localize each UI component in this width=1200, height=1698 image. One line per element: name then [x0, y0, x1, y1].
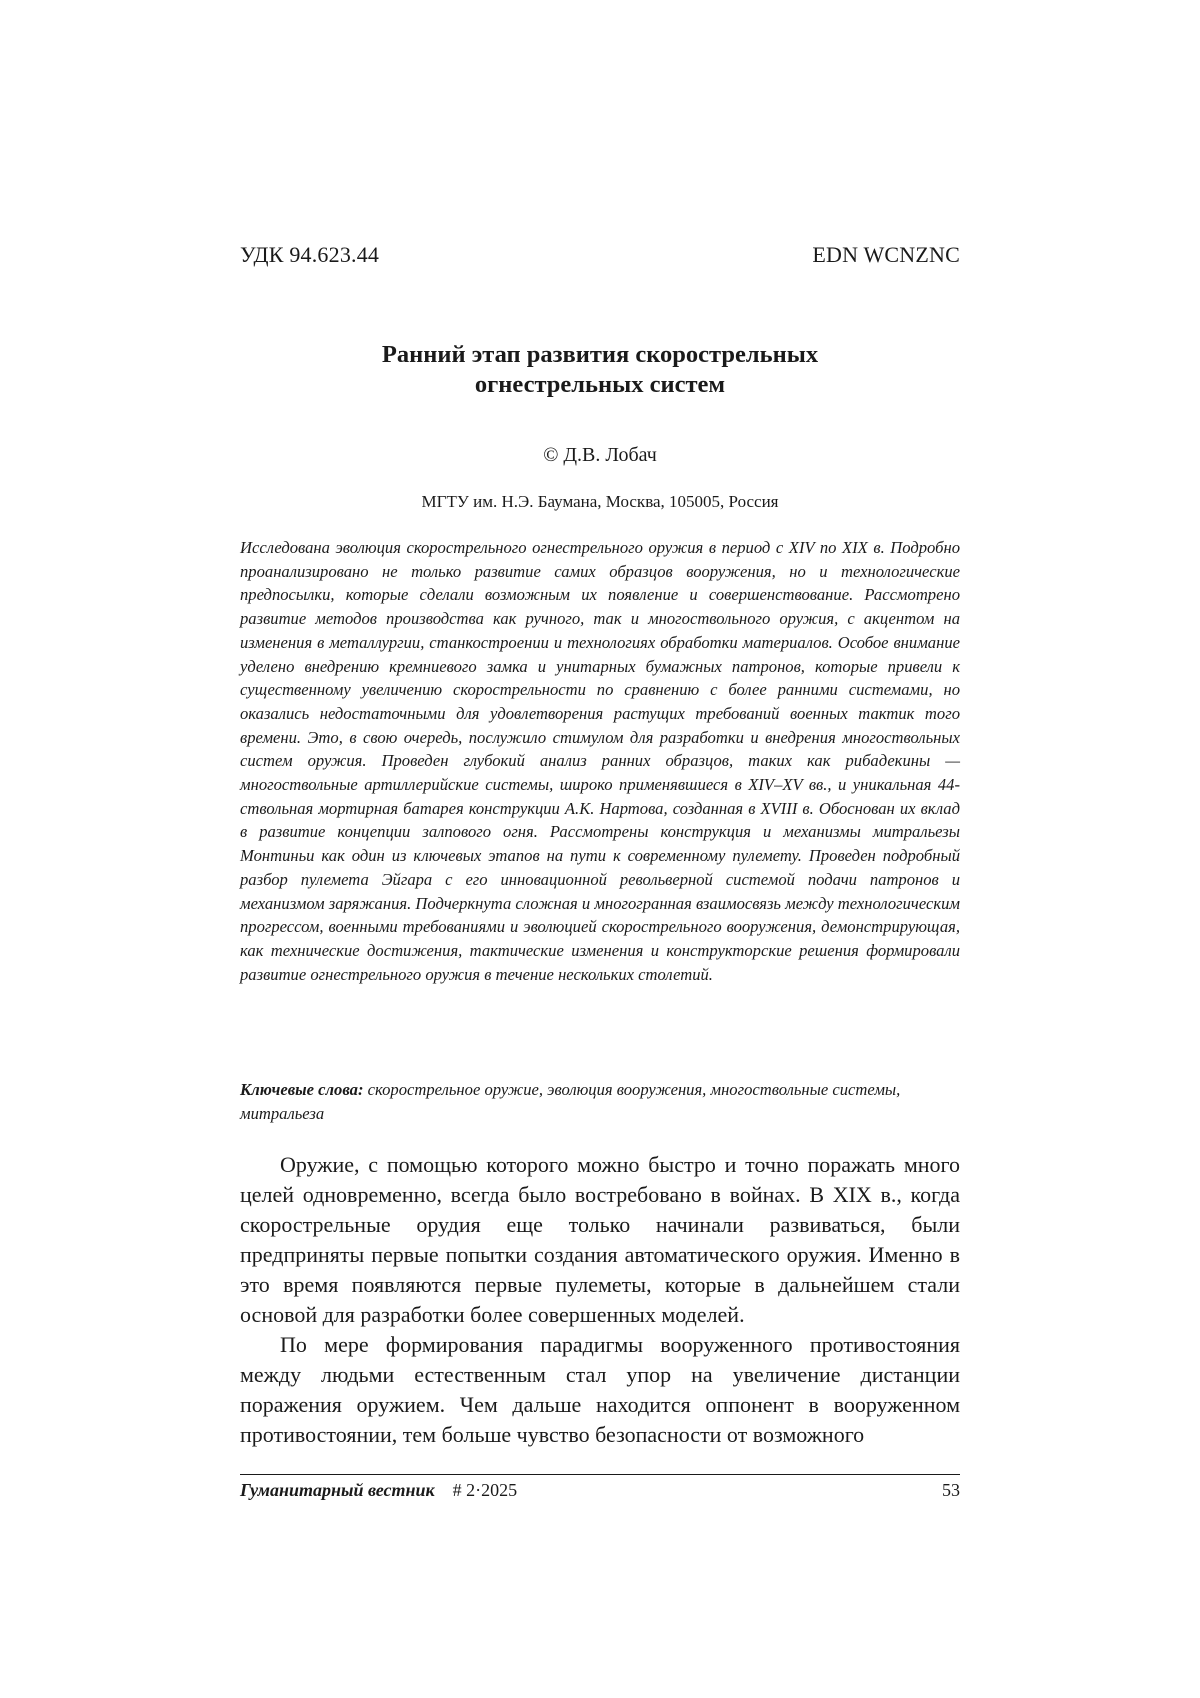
meta-row [240, 242, 960, 268]
footer-rule [240, 1474, 960, 1475]
paragraph-2: По мере формирования парадигмы вооруженного противостояния между людьми естественным стал упор на увеличение дистанции поражения оружием. Чем дальше находится оппонент в вооруженном противостоянии, тем больше чувство безопасности от возможного [240, 1332, 960, 1447]
journal-name: Гуманитарный вестник [240, 1480, 435, 1500]
body-text [240, 1150, 960, 1450]
paper-page [240, 0, 960, 1698]
title-line-2: огнестрельных систем [474, 371, 726, 398]
footer-journal-info [240, 1480, 517, 1501]
page-number: 53 [942, 1480, 960, 1500]
abstract: Исследована эволюция скорострельного огнестрельного оружия в период с XIV по XIX в. Подробно проанализировано не только развитие самих образцов вооружения, но и технологические предпосылки, которые сделали возможным их появление и совершенствование. Рассмотрено развитие методов производства как ручного, так и многоствольного оружия, с акцентом на изменения в металлургии, станкостроении и технологиях обработки материалов. Особое внимание уделено внедрению кремниевого замка и унитарных бумажных патронов, которые привели к существенному увеличению скорострельности по сравнению с более ранними системами, но оказались недостаточными для удовлетворения растущих требований военных тактик того времени. Это, в свою очередь, послужило стимулом для разработки и внедрения многоствольных систем оружия. Проведен глубокий анализ ранних образцов, таких как рибадекины — многоствольные артиллерийские системы, широко применявшиеся в XIV–XV вв., и уникальная 44-ствольная мортирная батарея конструкции А.К. Нартова, созданная в XVIII в. Обоснован их вклад в развитие концепции залпового огня. Рассмотрены конструкция и механизмы митральезы Монтиньи как один из ключевых этапов на пути к современному пулемету. Проведен подробный разбор пулемета Эйгара с его инновационной револьверной системой подачи патронов и механизмом заряжания. Подчеркнута сложная и многогранная взаимосвязь между технологическим прогрессом, военными требованиями и эволюцией скорострельного вооружения, демонстрирующая, как технические достижения, тактические изменения и конструкторские решения формировали развитие огнестрельного оружия в течение нескольких столетий. [240, 538, 960, 984]
keywords-list: скорострельное оружие, эволюция вооружения, многоствольные системы, митральеза [240, 1080, 901, 1123]
keywords [240, 1078, 960, 1125]
article-title [240, 340, 960, 400]
udk-code: УДК 94.623.44 [240, 242, 380, 267]
keywords-label: Ключевые слова: [240, 1080, 364, 1099]
edn-code: EDN WCNZNC [812, 242, 960, 267]
paragraph-1: Оружие, с помощью которого можно быстро и точно поражать много целей одновременно, всегда было востребовано в войнах. В XIX в., когда скорострельные орудия еще только начинали развиваться, были предприняты первые попытки создания автоматического оружия. Именно в это время появляются первые пулеметы, которые в дальнейшем стали основой для разработки более совершенных моделей. [240, 1152, 960, 1327]
author: © Д.В. Лобач [543, 444, 657, 466]
journal-issue: # 2·2025 [452, 1480, 518, 1500]
affiliation: МГТУ им. Н.Э. Баумана, Москва, 105005, Россия [421, 492, 779, 511]
page-footer [240, 1480, 960, 1501]
title-line-1: Ранний этап развития скорострельных [381, 341, 819, 368]
